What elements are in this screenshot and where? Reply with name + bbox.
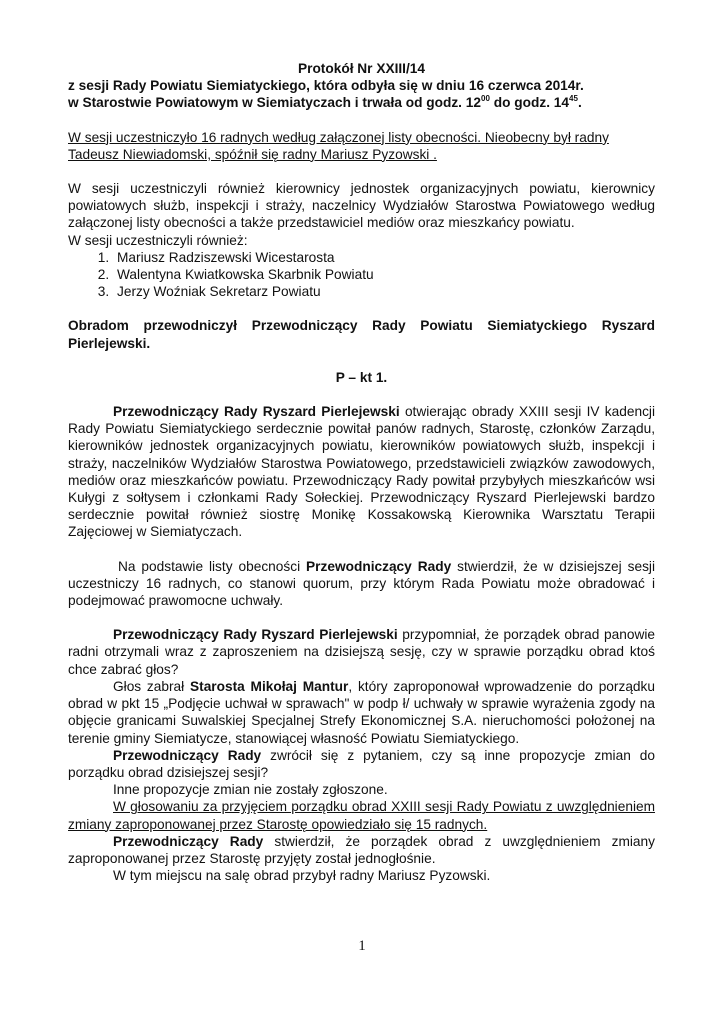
paragraph-agenda-adopted [68, 833, 655, 867]
paragraph-text: stwierdził, że w dzisiejszej sesji uczestniczy 16 radnych, co stanowi quorum, przy którym Rada Powiatu może obradować i podejmować prawomocne uchwały. [68, 558, 655, 609]
header-time-sup-start: 00 [481, 93, 490, 103]
participants-paragraph: W sesji uczestniczyli również kierownicy jednostek organizacyjnych powiatu, kierownicy powiatowych służb, inspekcji i straży, naczelnicy Wydziałów Starostwa Powiatowego według załączonej listy obecności a także przedstawiciel mediów oraz mieszkańcy powiatu. [68, 181, 655, 231]
speaker-name: Przewodniczący Rady [113, 833, 264, 849]
speaker-name: Przewodniczący Rady [306, 558, 452, 574]
paragraph-opening [68, 403, 655, 541]
attendance-note: W sesji uczestniczyło 16 radnych według załączonej listy obecności. Nieobecny był radny Tadeusz Niewiadomski, spóźnił się radny Mariusz Pyzowski . [68, 129, 609, 162]
document-header [68, 60, 655, 112]
header-line-place-time [68, 94, 655, 111]
header-time-post: . [577, 95, 582, 111]
paragraph-vote-result: W głosowaniu za przyjęciem porządku obrad XXIII sesji Rady Powiatu z uwzględnieniem zmiany zaproponowanej przez Starostę opowiedziało się 15 radnych. [68, 799, 655, 832]
paragraph-no-proposals: Inne propozycje zmian nie zostały zgłoszone. [113, 782, 388, 798]
paragraph-text: przypomniał, że porządek obrad panowie radni otrzymali wraz z zaproszeniem na dzisiejszą sesję, czy w sprawie porządku obrad ktoś chce zabrać głos? [68, 627, 655, 677]
paragraph-quorum [68, 558, 655, 610]
paragraph-text: Głos zabrał [113, 678, 190, 694]
list-item: 3. Jerzy Woźniak Sekretarz Powiatu [113, 283, 655, 300]
paragraph-arrival: W tym miejscu na salę obrad przybył radny Mariusz Pyzowski. [113, 868, 491, 884]
page-number: 1 [358, 938, 366, 954]
header-time-mid: do godz. 14 [489, 95, 570, 111]
also-participants-label: W sesji uczestniczyli również: [68, 232, 248, 248]
paragraph-text: , który zaproponował wprowadzenie do porządku obrad w pkt 15 „Podjęcie uchwał w sprawach" w podp ł/ uchwały w sprawie wyrażenia zgody na objęcie granicami Suwalskiej Specjalnej Strefy Ekonomicznej S.A. nieruchomości położonej na terenie gminy Siemiatycze, stanowiącej własność Powiatu Siemiatyckiego. [68, 678, 655, 746]
paragraph-chair-question [68, 747, 655, 781]
paragraph-text: zwrócił się z pytaniem, czy są inne propozycje zmian do porządku obrad dzisiejszej sesji? [68, 747, 656, 780]
also-participants-list [68, 249, 655, 301]
speaker-name: Przewodniczący Rady [113, 747, 262, 763]
header-time-pre: w Starostwie Powiatowym w Siemiatyczach i trwała od godz. 12 [68, 95, 482, 111]
speaker-name: Przewodniczący Rady Ryszard Pierlejewski [113, 627, 398, 643]
protocol-title: Protokół Nr XXIII/14 [297, 61, 426, 76]
speaker-name: Starosta Mikołaj Mantur [190, 678, 349, 694]
header-time-sup-end: 45 [569, 93, 578, 103]
paragraph-text: otwierając obrady XXIII sesji IV kadencji Rady Powiatu Siemiatyckiego serdecznie powitał panów radnych, Starostę, członków Zarządu, kierowników jednostek organizacyjnych powiatu, kierowników powiatowych służb, inspekcji i straży, naczelników Wydziałów Starostwa Powiatowego, przedstawicieli związków zawodowych, mediów oraz mieszkańców powiatu. Przewodniczący Rady powitał przybyłych mieszkańców wsi Kułygi z sołtysem i członkami Rady Sołeckiej. Przewodniczący Ryszard Pierlejewski bardzo serdecznie powitał również siostrę Monikę Kossakowską Kierownika Warsztatu Terapii Zajęciowej w Siemiatyczach. [68, 404, 655, 540]
paragraph-starosta-proposal [68, 678, 655, 747]
document-page [68, 60, 655, 884]
list-item: 2. Walentyna Kwiatkowska Skarbnik Powiatu [113, 266, 655, 283]
point-heading: P – kt 1. [335, 369, 388, 385]
paragraph-agenda-question [68, 626, 655, 678]
list-item: 1. Mariusz Radziszewski Wicestarosta [113, 249, 655, 266]
speaker-name: Przewodniczący Rady Ryszard Pierlejewski [113, 404, 400, 420]
header-line-session: z sesji Rady Powiatu Siemiatyckiego, która odbyła się w dniu 16 czerwca 2014r. [68, 78, 584, 94]
paragraph-text: Na podstawie listy obecności [118, 558, 307, 574]
paragraph-text: stwierdził, że porządek obrad z uwzględnieniem zmiany zaproponowanej przez Starostę przyjęty został jednogłośnie. [68, 833, 655, 866]
chair-paragraph: Obradom przewodniczył Przewodniczący Rady Powiatu Siemiatyckiego Ryszard Pierlejewski. [68, 318, 655, 351]
